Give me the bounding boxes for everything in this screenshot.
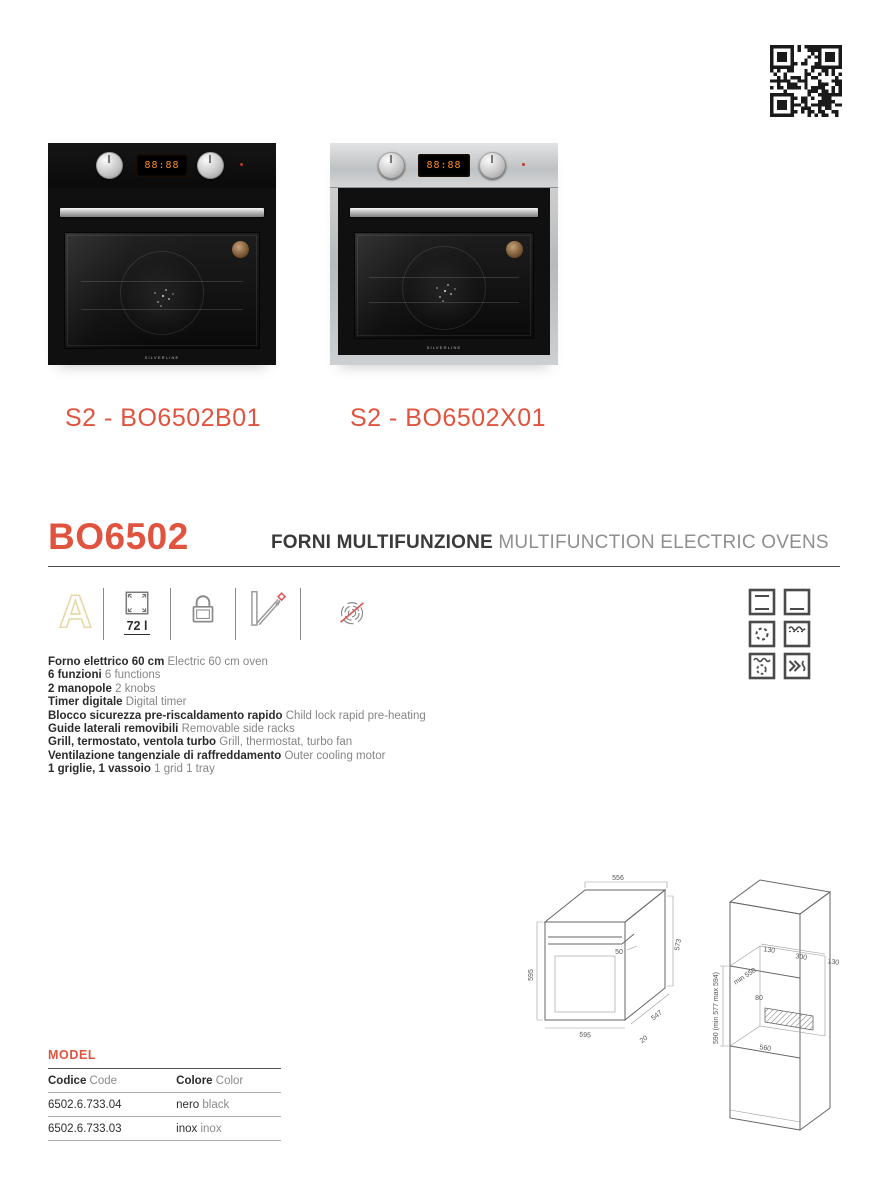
oven-rack — [369, 277, 519, 278]
feature-it: Blocco sicurezza pre-riscaldamento rapido — [48, 709, 283, 722]
feature-list — [48, 656, 426, 777]
feature-item — [48, 656, 426, 669]
oven-lamp — [232, 241, 249, 258]
oven-rack — [369, 302, 519, 303]
svg-text:560: 560 — [758, 1044, 772, 1053]
svg-text:547: 547 — [650, 1009, 664, 1023]
oven-door — [330, 188, 558, 365]
feature-en: 1 grid 1 tray — [154, 763, 215, 776]
feature-item — [48, 669, 426, 682]
grill-icon — [783, 620, 811, 648]
volume-icon — [122, 588, 152, 618]
cell-color — [176, 1117, 281, 1141]
oven-handle — [350, 208, 538, 217]
divider-line — [48, 566, 840, 567]
feature-item — [48, 763, 426, 776]
svg-text:80: 80 — [755, 995, 763, 1002]
feature-it: Grill, termostato, ventola turbo — [48, 736, 217, 749]
feature-it: 6 funzioni — [48, 669, 102, 682]
anti-fingerprint-badge — [319, 586, 385, 628]
feature-en: Removable side racks — [181, 723, 295, 736]
oven-knob-left — [378, 152, 405, 179]
svg-text:590 (min 577 max 594): 590 (min 577 max 594) — [713, 972, 720, 1044]
child-lock-badge — [171, 586, 235, 628]
oven-lamp — [506, 241, 523, 258]
anti-fingerprint-icon — [336, 596, 368, 628]
feature-it: Timer digitale — [48, 696, 123, 709]
product-code-inox: S2 - BO6502X01 — [350, 404, 547, 432]
svg-text:min 550: min 550 — [732, 967, 758, 987]
col-color-en: Color — [215, 1075, 244, 1087]
category-title-it: FORNI MULTIFUNZIONE — [271, 532, 493, 553]
svg-text:50: 50 — [615, 949, 623, 956]
oven-rack — [81, 309, 244, 310]
col-code-it: Codice — [48, 1075, 87, 1087]
svg-text:300: 300 — [794, 953, 808, 962]
top-bottom-heat-icon — [748, 588, 776, 616]
icon-separator — [300, 588, 301, 640]
feature-it: 2 manopole — [48, 682, 112, 695]
feature-en: Outer cooling motor — [284, 749, 386, 762]
svg-text:595: 595 — [528, 969, 535, 981]
svg-text:20: 20 — [638, 1034, 650, 1045]
feature-en: 2 knobs — [115, 682, 156, 695]
oven-dimension-drawing — [528, 875, 683, 1045]
oven-door — [48, 188, 276, 365]
product-image-inox-oven — [330, 143, 558, 365]
cell-code: 6502.6.733.03 — [48, 1117, 176, 1141]
oven-rack — [81, 281, 244, 282]
feature-it: Ventilazione tangenziale di raffreddamento — [48, 749, 282, 762]
feature-item — [48, 723, 426, 736]
oven-function-grid — [748, 588, 811, 680]
color-en: black — [202, 1099, 230, 1111]
category-title-en: MULTIFUNCTION ELECTRIC OVENS — [498, 532, 829, 553]
technical-drawings — [515, 860, 865, 1150]
oven-fan — [120, 251, 204, 335]
power-indicator-light — [522, 163, 525, 166]
rapid-preheat-icon — [783, 652, 811, 680]
oven-display: 88:88 — [418, 154, 470, 177]
product-code-black: S2 - BO6502B01 — [65, 404, 262, 432]
model-table — [48, 1069, 281, 1141]
oven-door-glass — [338, 188, 550, 355]
oven-knob-left — [96, 152, 123, 179]
capacity-badge — [104, 586, 170, 635]
oven-fan — [402, 246, 486, 330]
feature-it: Forno elettrico 60 cm — [48, 656, 165, 668]
oven-knob-right — [479, 152, 506, 179]
svg-text:595: 595 — [579, 1031, 592, 1040]
oven-control-panel — [48, 143, 276, 188]
color-it: inox — [176, 1123, 198, 1135]
oven-window — [64, 232, 260, 349]
product-image-black-oven — [48, 143, 276, 365]
column-header-code — [48, 1069, 176, 1093]
bottom-heat-icon — [783, 588, 811, 616]
feature-item — [48, 683, 426, 696]
brand-logo: SILVERLINE — [426, 345, 462, 350]
oven-handle — [60, 208, 264, 217]
svg-text:573: 573 — [674, 938, 683, 952]
feature-icon-strip — [48, 586, 385, 644]
energy-class-icon: A — [58, 585, 93, 637]
svg-text:130: 130 — [826, 958, 840, 967]
feature-item — [48, 736, 426, 749]
svg-text:556: 556 — [612, 875, 624, 882]
cell-color — [176, 1093, 281, 1117]
feature-en: Digital timer — [125, 696, 187, 709]
feature-it: Guide laterali removibili — [48, 723, 179, 736]
model-table-title: MODEL — [48, 1048, 281, 1069]
model-table-row — [48, 1117, 281, 1141]
oven-control-panel — [330, 143, 558, 188]
qr-code-image — [770, 45, 842, 117]
feature-item — [48, 710, 426, 723]
feature-it: 1 griglie, 1 vassoio — [48, 763, 151, 776]
svg-text:130: 130 — [762, 946, 776, 955]
fan-icon — [748, 620, 776, 648]
oven-knob-right — [197, 152, 224, 179]
oven-display: 88:88 — [136, 154, 188, 177]
category-title — [271, 532, 829, 554]
color-en: inox — [200, 1123, 222, 1135]
feature-en: 6 functions — [104, 669, 161, 682]
model-table-block — [48, 1048, 281, 1141]
cell-code: 6502.6.733.04 — [48, 1093, 176, 1117]
brand-logo: SILVERLINE — [144, 355, 180, 360]
feature-en: Electric 60 cm oven — [167, 656, 268, 668]
cabinet-dimension-drawing — [713, 880, 840, 1130]
dimension-drawing — [515, 860, 865, 1150]
model-table-header-row — [48, 1069, 281, 1093]
color-it: nero — [176, 1099, 200, 1111]
col-code-en: Code — [89, 1075, 118, 1087]
col-color-it: Colore — [176, 1075, 213, 1087]
feature-en: Child lock rapid pre-heating — [285, 709, 426, 722]
power-indicator-light — [240, 163, 243, 166]
child-lock-icon — [188, 592, 218, 628]
grill-fan-icon — [748, 652, 776, 680]
capacity-label: 72 l — [124, 619, 151, 635]
qr-code — [770, 45, 842, 117]
feature-item — [48, 750, 426, 763]
oven-interior-reflection — [444, 290, 446, 292]
page-title: BO6502 — [48, 516, 189, 557]
column-header-color — [176, 1069, 281, 1093]
model-table-row — [48, 1093, 281, 1117]
feature-item — [48, 696, 426, 709]
oven-door-glass — [48, 188, 276, 365]
feature-en: Grill, thermostat, turbo fan — [219, 736, 353, 749]
oven-window — [354, 232, 534, 339]
telescopic-rack-badge — [236, 586, 300, 630]
telescopic-rack-icon — [247, 588, 289, 630]
